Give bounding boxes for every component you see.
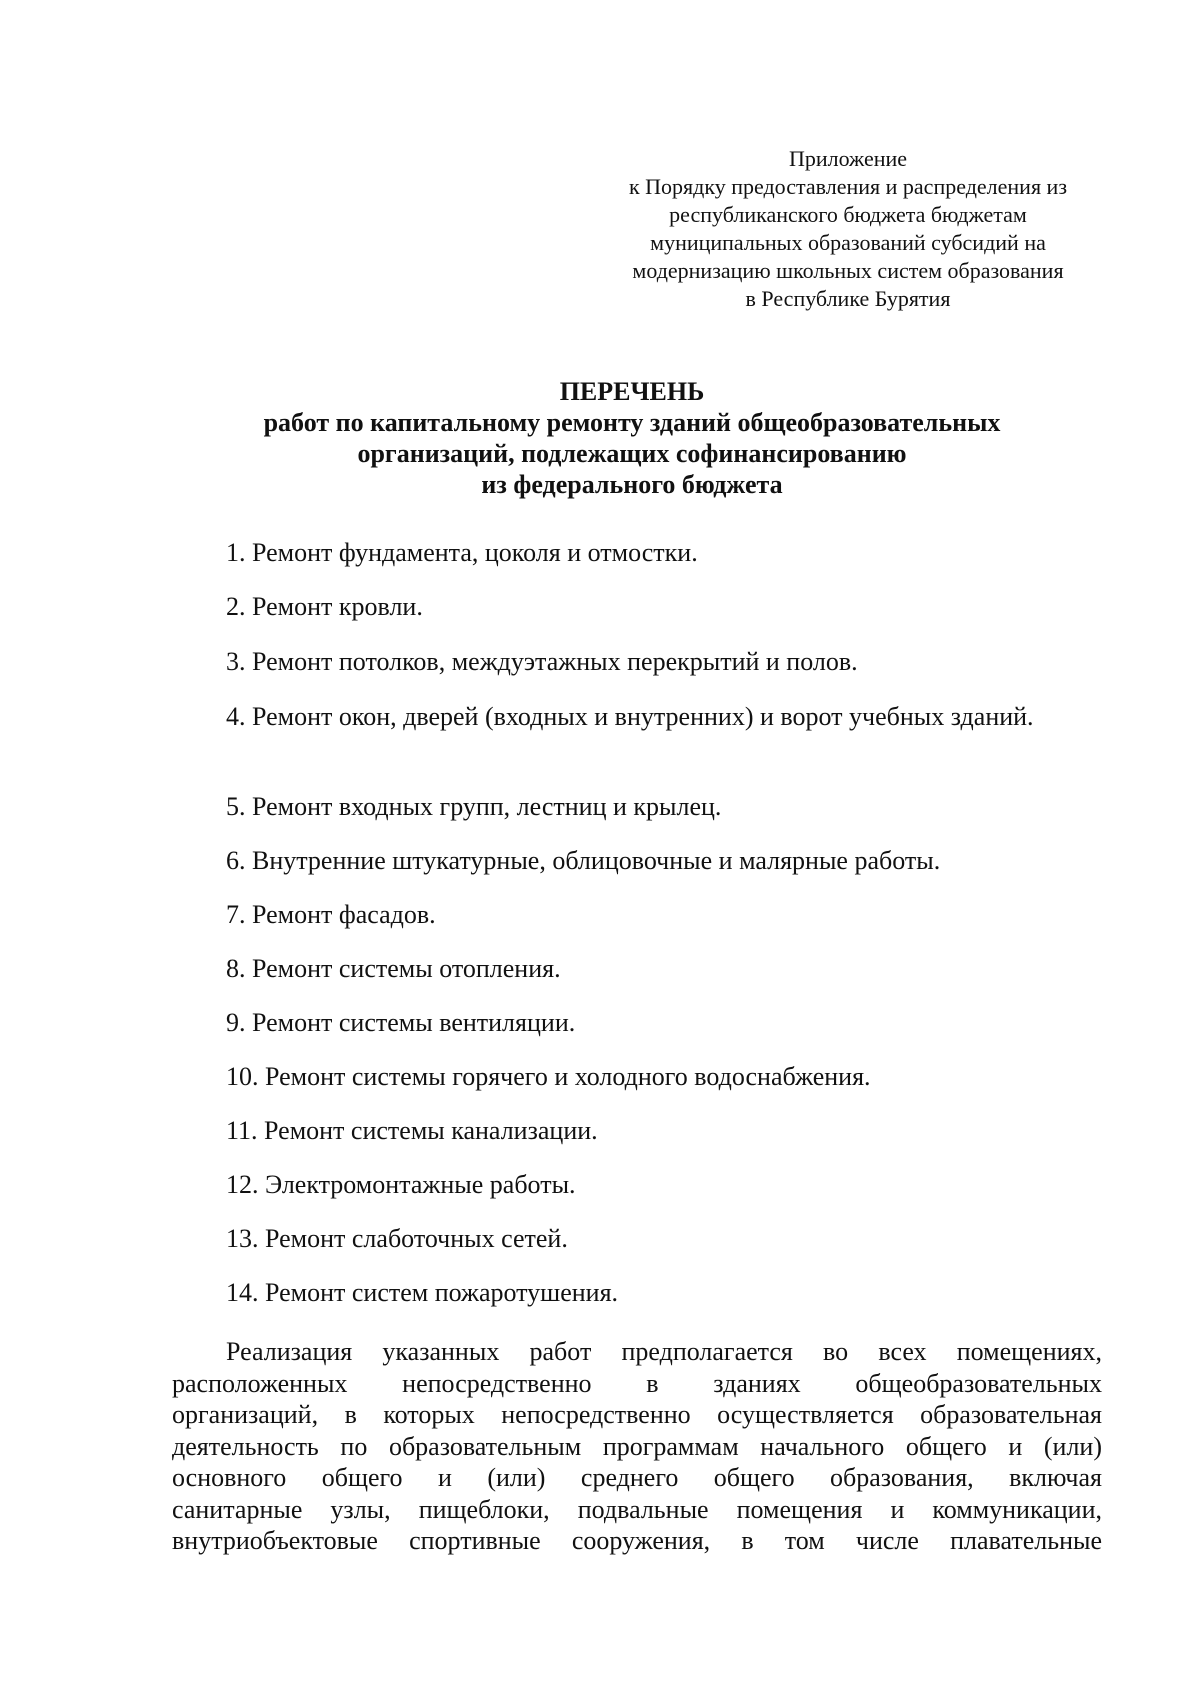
appendix-line: к Порядку предоставления и распределения из: [628, 174, 1068, 199]
list-item: 3. Ремонт потолков, междуэтажных перекрытий и полов.: [226, 647, 858, 676]
list-item: 13. Ремонт слаботочных сетей.: [226, 1224, 568, 1253]
closing-paragraph: [172, 1336, 1102, 1557]
appendix-line: в Республике Бурятия: [745, 286, 951, 311]
list-item: 12. Электромонтажные работы.: [226, 1170, 576, 1199]
paragraph-line: основного общего и (или) среднего общего образования, включая: [172, 1463, 1102, 1492]
paragraph-line: Реализация указанных работ предполагается во всех помещениях,: [226, 1337, 1102, 1366]
title-line: организаций, подлежащих софинансированию: [357, 439, 907, 468]
appendix-header: [592, 145, 1104, 313]
list-item: 11. Ремонт системы канализации.: [226, 1116, 598, 1145]
paragraph-line: организаций, в которых непосредственно осуществляется образовательная: [172, 1400, 1102, 1429]
appendix-line: муниципальных образований субсидий на: [650, 230, 1046, 255]
paragraph-line: внутриобъектовые спортивные сооружения, в том числе плавательные: [172, 1526, 1102, 1555]
list-item: 4. Ремонт окон, дверей (входных и внутренних) и ворот учебных зданий.: [226, 702, 1034, 731]
list-item: 7. Ремонт фасадов.: [226, 900, 436, 929]
title-line: из федерального бюджета: [481, 470, 783, 499]
appendix-line: республиканского бюджета бюджетам: [669, 202, 1027, 227]
title-heading: ПЕРЕЧЕНЬ: [559, 377, 705, 406]
list-item: 1. Ремонт фундамента, цоколя и отмостки.: [226, 538, 698, 567]
appendix-line: Приложение: [788, 146, 908, 171]
list-item: 9. Ремонт системы вентиляции.: [226, 1008, 576, 1037]
list-item: 2. Ремонт кровли.: [226, 592, 423, 621]
paragraph-line: санитарные узлы, пищеблоки, подвальные помещения и коммуникации,: [172, 1494, 1102, 1524]
list-item: 14. Ремонт систем пожаротушения.: [226, 1278, 619, 1307]
list-item: 10. Ремонт системы горячего и холодного водоснабжения.: [226, 1062, 871, 1091]
paragraph-line: расположенных непосредственно в зданиях общеобразовательных: [172, 1368, 1102, 1398]
list-item: 8. Ремонт системы отопления.: [226, 954, 561, 983]
paragraph-line: деятельность по образовательным программам начального общего и (или): [172, 1431, 1102, 1461]
title-line: работ по капитальному ремонту зданий общеобразовательных: [263, 408, 1001, 437]
appendix-line: модернизацию школьных систем образования: [632, 258, 1064, 283]
list-item: 5. Ремонт входных групп, лестниц и крылец.: [226, 792, 722, 821]
list-item: 6. Внутренние штукатурные, облицовочные и малярные работы.: [226, 846, 941, 875]
document-title: [160, 376, 1104, 500]
